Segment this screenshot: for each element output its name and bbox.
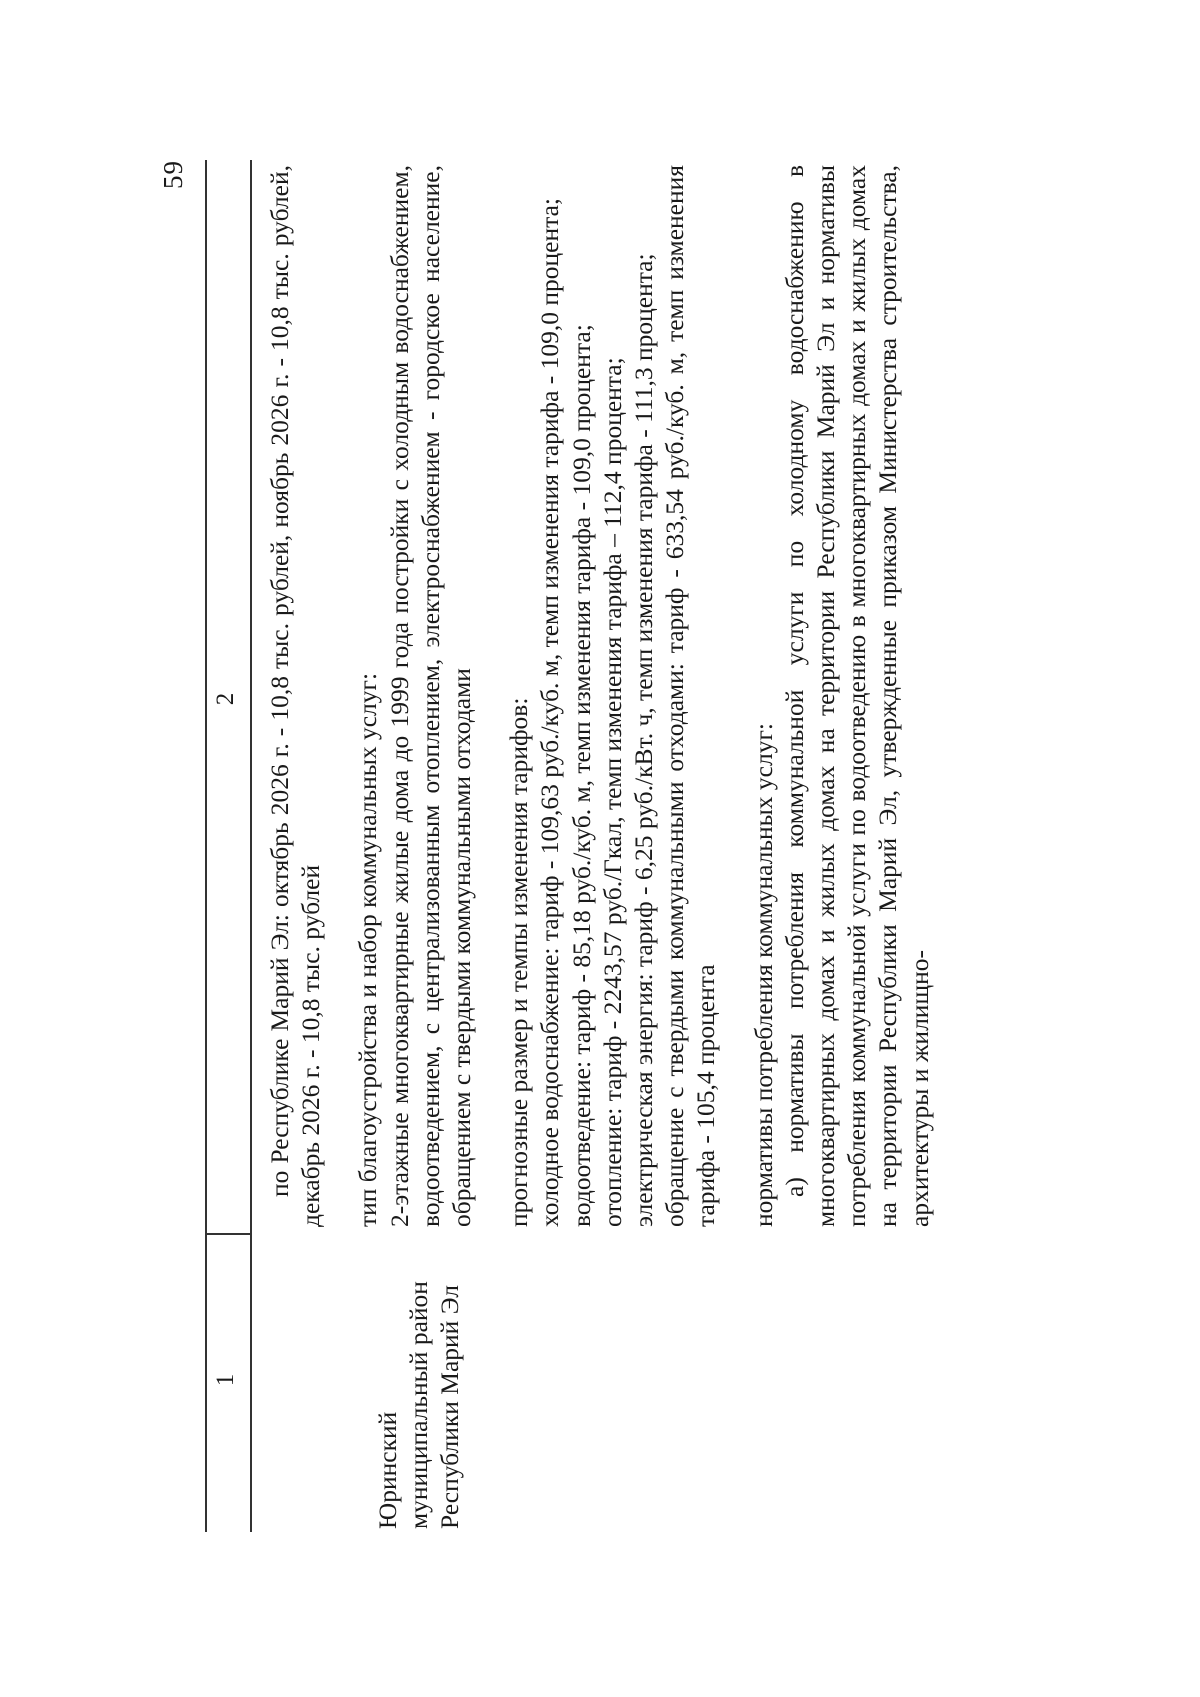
income-paragraph: по Республике Марий Эл: октябрь 2026 г. - 10,8 тыс. рублей, ноябрь 2026 г. - 10,8 тыс. рублей, декабрь 2026 г. - 10,8 тыс. рублей: [265, 165, 326, 1227]
district-name: [372, 1249, 465, 1529]
tariff-item: холодное водоснабжение: тариф - 109,63 руб./куб. м, темп изменения тарифа - 109,0 процента;: [535, 197, 565, 1227]
table-header-border: [250, 160, 252, 1532]
amenities-paragraph: 2-этажные многоквартирные жилые дома до 1999 года постройки с холодным водоснабжением, водоотведением, с централизованным отоплением, электроснабжением - городское население, обращением с твердыми коммунальными отходами: [384, 165, 477, 1227]
column-divider: [205, 1233, 251, 1235]
table-top-border: [205, 160, 207, 1532]
tariff-item: обращение с твердыми коммунальными отходами: тариф - 633,54 руб./куб. м, темп изменения тарифа - 105,4 процента: [660, 165, 721, 1227]
amenities-heading: тип благоустройства и набор коммунальных услуг:: [353, 672, 383, 1227]
tariff-item: отопление: тариф - 2243,57 руб./Гкал, темп изменения тарифа – 112,4 процента;: [597, 357, 627, 1227]
column-2-header: 2: [212, 692, 239, 706]
norms-heading: нормативы потребления коммунальных услуг:: [748, 723, 778, 1227]
district-line: Юринский: [373, 1411, 402, 1529]
district-details: [264, 165, 935, 1227]
norms-paragraph: а) нормативы потребления коммунальной услуги по холодному водоснабжению в многоквартирных домах и жилых домах на территории Республики Марий Эл и нормативы потребления коммунальной услуги по водоотведению в многоквартирных домах и жилых домах на территории Республики Марий Эл, утвержденные приказом Министерства строительства, архитектуры и жилищно-: [779, 165, 934, 1227]
tariff-item: водоотведение: тариф - 85,18 руб./куб. м, темп изменения тарифа - 109,0 процента;: [566, 324, 596, 1227]
column-1-header: 1: [212, 1373, 239, 1387]
district-line: муниципальный район: [404, 1281, 433, 1529]
page-number: 59: [158, 160, 188, 189]
district-line: Республики Марий Эл: [435, 1285, 464, 1529]
tariffs-heading: прогнозные размер и темпы изменения тарифов:: [504, 697, 534, 1227]
tariff-item: электрическая энергия: тариф - 6,25 руб./кВт. ч, темп изменения тарифа - 111,3 процента;: [629, 253, 659, 1227]
